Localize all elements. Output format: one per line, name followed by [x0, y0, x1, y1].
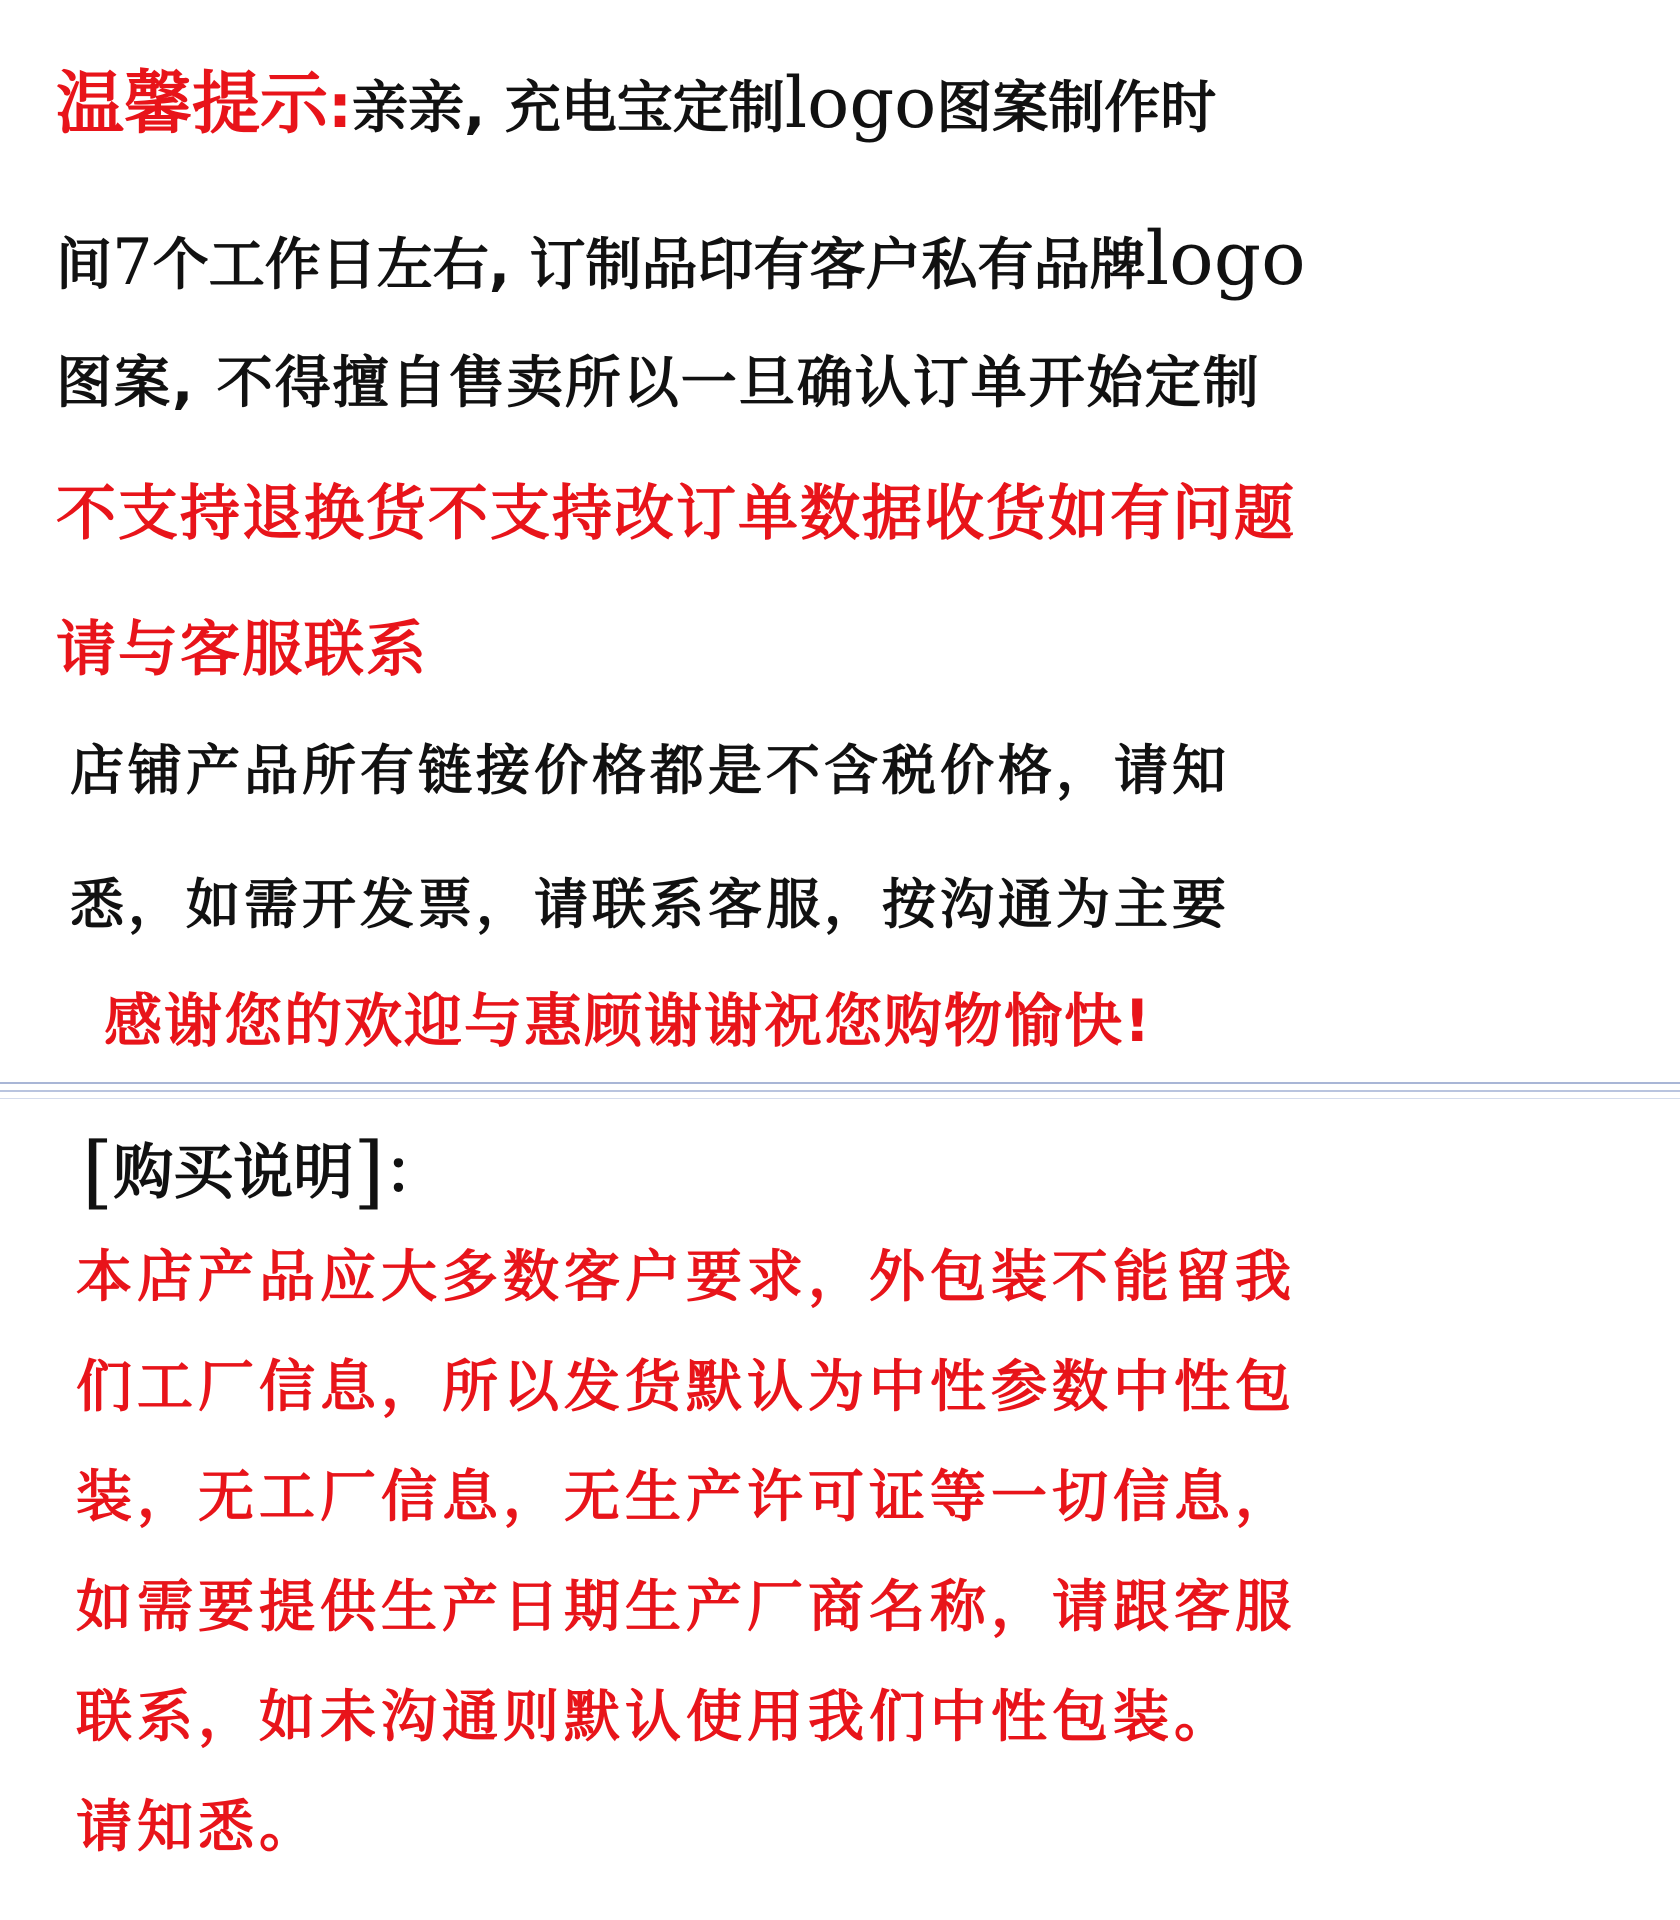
notice-line-1: [56, 62, 1217, 144]
section-divider: [0, 1082, 1680, 1084]
notice-line-2-logo: logo: [1145, 216, 1306, 302]
notice-line-4: 不支持退换货不支持改订单数据收货如有问题: [56, 479, 1296, 549]
purchase-line-1: 本店产品应大多数客户要求，外包装不能留我: [76, 1245, 1296, 1310]
purchase-line-6: 请知悉。: [76, 1795, 320, 1860]
notice-line-2-pre: 间: [56, 233, 112, 298]
purchase-line-5: 联系，如未沟通则默认使用我们中性包装。: [76, 1685, 1235, 1750]
section-divider: [0, 1090, 1680, 1092]
notice-title: 温馨提示: [56, 65, 329, 144]
notice-line-2-text: 个工作日左右, 订制品印有客户私有品牌: [152, 233, 1146, 298]
notice-line-2-seven: 7: [112, 226, 153, 300]
tax-line-2: 悉，如需开发票，请联系客服，按沟通为主要: [70, 873, 1230, 936]
notice-line-3: 图案, 不得擅自售卖所以一旦确认订单开始定制: [56, 351, 1261, 416]
tax-line-1: 店铺产品所有链接价格都是不含税价格，请知: [70, 739, 1230, 802]
purchase-heading: [82, 1125, 445, 1218]
purchase-heading-label: 购买说明: [113, 1138, 354, 1208]
notice-line-5: 请与客服联系: [56, 615, 428, 685]
purchase-line-2: 们工厂信息，所以发货默认为中性参数中性包: [76, 1355, 1296, 1420]
purchase-heading-bracket-close: ]: [353, 1125, 385, 1218]
purchase-line-3: 装，无工厂信息，无生产许可证等一切信息，: [76, 1465, 1296, 1530]
notice-line-1-logo: logo: [784, 62, 937, 144]
purchase-heading-colon: ：: [384, 1138, 445, 1208]
notice-line-2: [56, 216, 1306, 302]
thanks-line: 感谢您的欢迎与惠顾谢谢祝您购物愉快!: [104, 987, 1153, 1055]
notice-line-1-text: 亲亲, 充电宝定制: [352, 76, 785, 141]
notice-title-colon: :: [328, 72, 353, 142]
purchase-heading-bracket-open: [: [82, 1125, 114, 1218]
purchase-line-4: 如需要提供生产日期生产厂商名称，请跟客服: [76, 1575, 1296, 1640]
section-divider: [0, 1098, 1680, 1099]
notice-line-1-tail: 图案制作时: [936, 76, 1217, 141]
